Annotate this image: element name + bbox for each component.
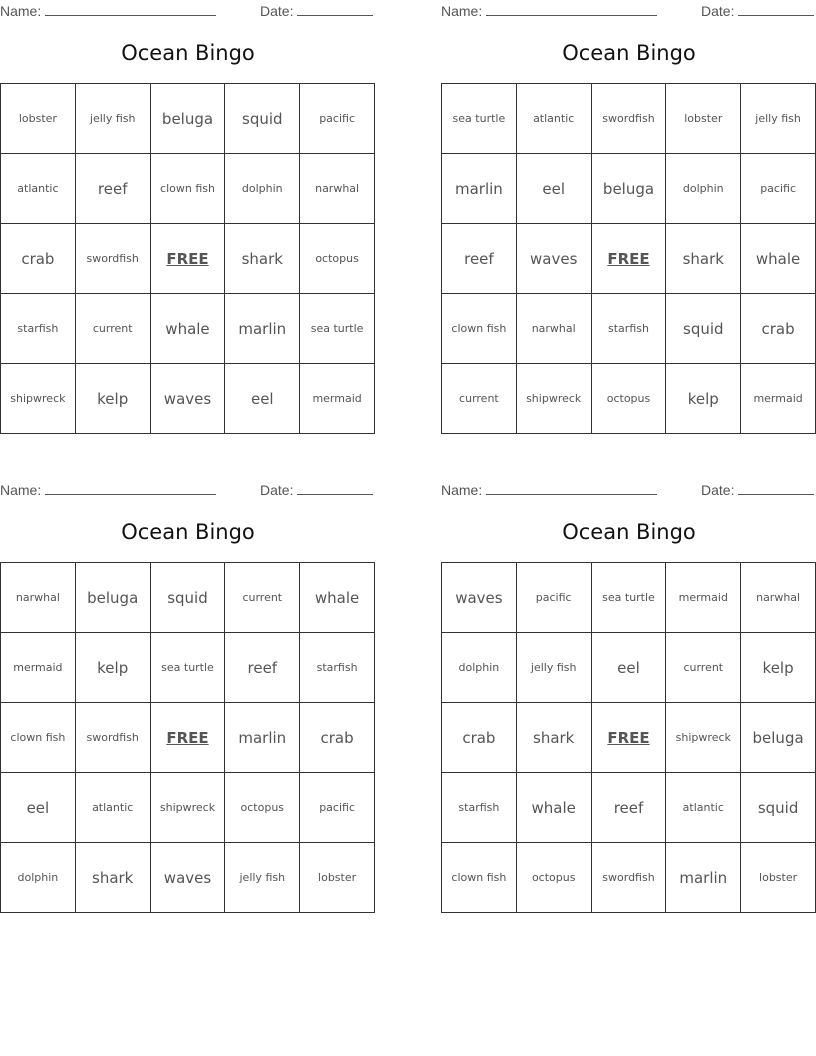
bingo-cell: atlantic bbox=[666, 773, 741, 843]
bingo-cell: shipwreck bbox=[517, 364, 592, 434]
bingo-cell: squid bbox=[225, 84, 300, 154]
bingo-cell: waves bbox=[151, 364, 226, 434]
bingo-cell: eel bbox=[592, 633, 667, 703]
bingo-cell: lobster bbox=[1, 84, 76, 154]
bingo-cell: waves bbox=[151, 843, 226, 913]
bingo-cell: current bbox=[225, 563, 300, 633]
bingo-cell: starfish bbox=[592, 294, 667, 364]
bingo-cell: shark bbox=[666, 224, 741, 294]
bingo-grid bbox=[0, 562, 375, 913]
card-header bbox=[441, 481, 816, 499]
name-line bbox=[45, 481, 216, 495]
bingo-cell: lobster bbox=[300, 843, 375, 913]
bingo-cell: starfish bbox=[442, 773, 517, 843]
bingo-cell: swordfish bbox=[592, 843, 667, 913]
date-label: Date: bbox=[260, 482, 294, 498]
free-space: FREE bbox=[592, 703, 667, 773]
bingo-cell: whale bbox=[517, 773, 592, 843]
bingo-cell: octopus bbox=[517, 843, 592, 913]
bingo-cell: reef bbox=[76, 154, 151, 224]
free-space: FREE bbox=[151, 224, 226, 294]
bingo-cell: dolphin bbox=[225, 154, 300, 224]
bingo-cell: swordfish bbox=[76, 703, 151, 773]
bingo-cell: beluga bbox=[76, 563, 151, 633]
date-field bbox=[701, 481, 814, 498]
bingo-cell: waves bbox=[517, 224, 592, 294]
bingo-cell: marlin bbox=[442, 154, 517, 224]
name-field bbox=[0, 481, 216, 498]
bingo-cell: clown fish bbox=[442, 294, 517, 364]
bingo-cell: octopus bbox=[592, 364, 667, 434]
bingo-cell: eel bbox=[1, 773, 76, 843]
bingo-cell: reef bbox=[225, 633, 300, 703]
bingo-cell: octopus bbox=[225, 773, 300, 843]
bingo-cell: dolphin bbox=[442, 633, 517, 703]
card-title: Ocean Bingo bbox=[562, 41, 696, 65]
bingo-cell: sea turtle bbox=[151, 633, 226, 703]
bingo-cell: crab bbox=[1, 224, 76, 294]
name-label: Name: bbox=[0, 482, 42, 498]
date-line bbox=[297, 2, 373, 16]
bingo-cell: mermaid bbox=[300, 364, 375, 434]
card-header bbox=[0, 2, 376, 20]
bingo-cell: jelly fish bbox=[76, 84, 151, 154]
bingo-cell: lobster bbox=[666, 84, 741, 154]
bingo-cell: dolphin bbox=[666, 154, 741, 224]
bingo-cell: swordfish bbox=[592, 84, 667, 154]
bingo-cell: whale bbox=[151, 294, 226, 364]
bingo-cell: dolphin bbox=[1, 843, 76, 913]
card-title: Ocean Bingo bbox=[562, 520, 696, 544]
bingo-card bbox=[0, 479, 376, 919]
bingo-cell: waves bbox=[442, 563, 517, 633]
date-line bbox=[738, 481, 814, 495]
bingo-cell: starfish bbox=[300, 633, 375, 703]
name-label: Name: bbox=[0, 3, 42, 19]
bingo-cell: pacific bbox=[300, 773, 375, 843]
bingo-cell: marlin bbox=[225, 294, 300, 364]
bingo-cell: beluga bbox=[151, 84, 226, 154]
bingo-cell: mermaid bbox=[741, 364, 816, 434]
bingo-cell: sea turtle bbox=[442, 84, 517, 154]
name-field bbox=[441, 481, 657, 498]
date-field bbox=[260, 481, 373, 498]
bingo-cell: sea turtle bbox=[300, 294, 375, 364]
bingo-cell: kelp bbox=[76, 364, 151, 434]
name-label: Name: bbox=[441, 3, 483, 19]
bingo-cell: crab bbox=[300, 703, 375, 773]
card-header bbox=[441, 2, 816, 20]
bingo-cell: shipwreck bbox=[1, 364, 76, 434]
bingo-cell: squid bbox=[151, 563, 226, 633]
name-line bbox=[486, 481, 657, 495]
bingo-cell: narwhal bbox=[1, 563, 76, 633]
date-line bbox=[738, 2, 814, 16]
bingo-cell: kelp bbox=[666, 364, 741, 434]
name-label: Name: bbox=[441, 482, 483, 498]
name-field bbox=[0, 2, 216, 19]
bingo-cell: shipwreck bbox=[666, 703, 741, 773]
bingo-cell: eel bbox=[517, 154, 592, 224]
bingo-cell: whale bbox=[741, 224, 816, 294]
bingo-cell: shark bbox=[225, 224, 300, 294]
bingo-cell: crab bbox=[442, 703, 517, 773]
bingo-cell: beluga bbox=[741, 703, 816, 773]
date-label: Date: bbox=[701, 482, 735, 498]
bingo-cell: current bbox=[666, 633, 741, 703]
bingo-cell: shark bbox=[517, 703, 592, 773]
bingo-card bbox=[0, 0, 376, 440]
bingo-cell: jelly fish bbox=[517, 633, 592, 703]
date-line bbox=[297, 481, 373, 495]
bingo-cell: narwhal bbox=[517, 294, 592, 364]
bingo-cell: kelp bbox=[741, 633, 816, 703]
bingo-cell: mermaid bbox=[1, 633, 76, 703]
name-line bbox=[45, 2, 216, 16]
bingo-cell: sea turtle bbox=[592, 563, 667, 633]
bingo-cell: atlantic bbox=[517, 84, 592, 154]
bingo-card bbox=[441, 479, 816, 919]
free-space: FREE bbox=[151, 703, 226, 773]
free-space: FREE bbox=[592, 224, 667, 294]
name-line bbox=[486, 2, 657, 16]
bingo-cell: shipwreck bbox=[151, 773, 226, 843]
bingo-cell: reef bbox=[442, 224, 517, 294]
bingo-grid bbox=[0, 83, 375, 434]
bingo-cell: reef bbox=[592, 773, 667, 843]
date-field bbox=[260, 2, 373, 19]
bingo-cell: pacific bbox=[517, 563, 592, 633]
bingo-cell: whale bbox=[300, 563, 375, 633]
bingo-cell: atlantic bbox=[1, 154, 76, 224]
bingo-cell: lobster bbox=[741, 843, 816, 913]
bingo-cell: shark bbox=[76, 843, 151, 913]
bingo-grid bbox=[441, 83, 816, 434]
bingo-cell: kelp bbox=[76, 633, 151, 703]
bingo-cell: squid bbox=[741, 773, 816, 843]
date-label: Date: bbox=[701, 3, 735, 19]
bingo-cell: marlin bbox=[225, 703, 300, 773]
bingo-cell: narwhal bbox=[300, 154, 375, 224]
card-title: Ocean Bingo bbox=[121, 520, 255, 544]
bingo-cell: jelly fish bbox=[225, 843, 300, 913]
bingo-cell: swordfish bbox=[76, 224, 151, 294]
bingo-cell: pacific bbox=[300, 84, 375, 154]
bingo-cell: marlin bbox=[666, 843, 741, 913]
bingo-cell: jelly fish bbox=[741, 84, 816, 154]
name-field bbox=[441, 2, 657, 19]
bingo-cell: beluga bbox=[592, 154, 667, 224]
bingo-cell: narwhal bbox=[741, 563, 816, 633]
bingo-cell: clown fish bbox=[442, 843, 517, 913]
date-field bbox=[701, 2, 814, 19]
bingo-cell: eel bbox=[225, 364, 300, 434]
bingo-cell: squid bbox=[666, 294, 741, 364]
bingo-cell: pacific bbox=[741, 154, 816, 224]
bingo-cell: atlantic bbox=[76, 773, 151, 843]
card-header bbox=[0, 481, 376, 499]
bingo-cell: current bbox=[442, 364, 517, 434]
bingo-grid bbox=[441, 562, 816, 913]
bingo-cell: clown fish bbox=[1, 703, 76, 773]
bingo-cell: octopus bbox=[300, 224, 375, 294]
bingo-cell: mermaid bbox=[666, 563, 741, 633]
bingo-cell: clown fish bbox=[151, 154, 226, 224]
bingo-cell: current bbox=[76, 294, 151, 364]
bingo-cell: starfish bbox=[1, 294, 76, 364]
bingo-cell: crab bbox=[741, 294, 816, 364]
date-label: Date: bbox=[260, 3, 294, 19]
bingo-card bbox=[441, 0, 816, 440]
card-title: Ocean Bingo bbox=[121, 41, 255, 65]
